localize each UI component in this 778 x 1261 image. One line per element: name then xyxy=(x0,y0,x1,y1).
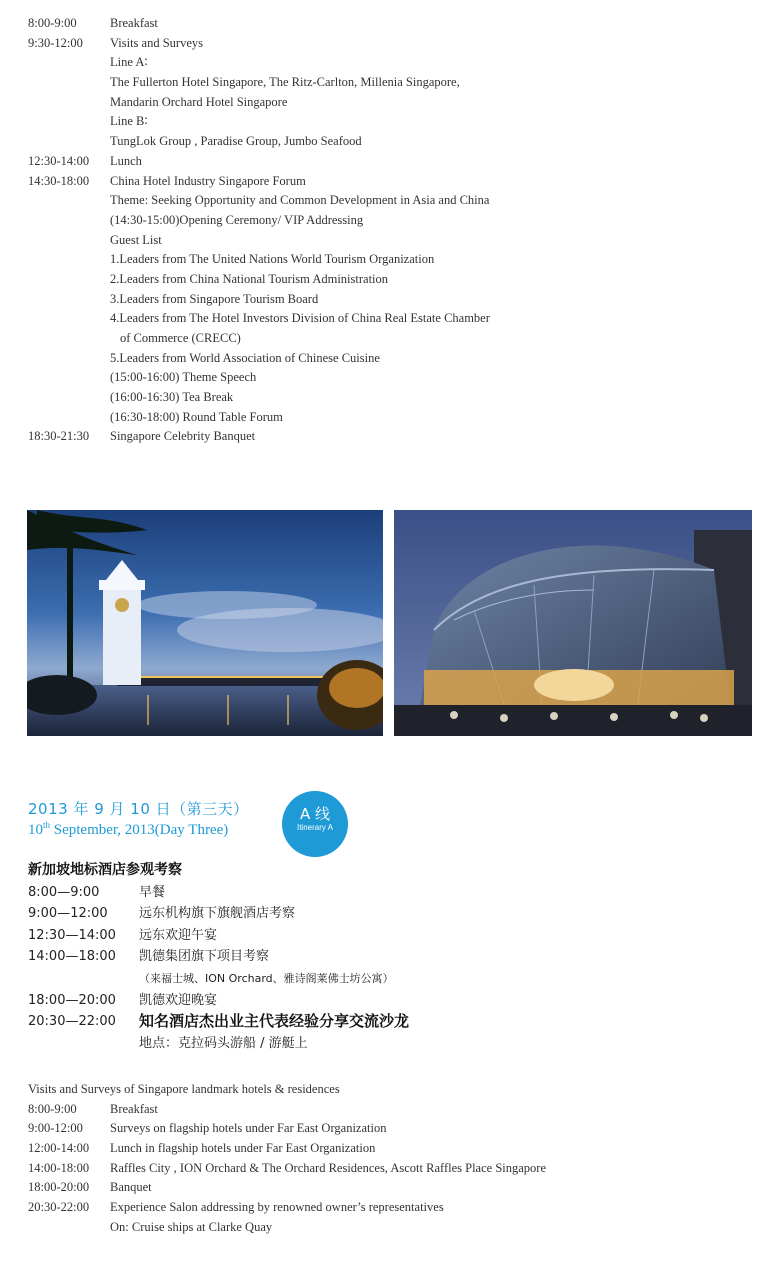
schedule-text: 凯德欢迎晚宴 xyxy=(139,992,218,1008)
schedule-text: Theme: Seeking Opportunity and Common Development in Asia and China xyxy=(110,193,490,208)
day3-date-en-rest: September, 2013(Day Three) xyxy=(50,822,229,838)
day3-date-en xyxy=(28,820,228,839)
schedule-text: 1.Leaders from The United Nations World Tourism Organization xyxy=(110,252,435,267)
schedule-text: Surveys on flagship hotels under Far East Organization xyxy=(110,1121,387,1136)
day3-title-en-row xyxy=(28,1080,588,1100)
schedule-time: 9:00-12:00 xyxy=(28,1121,83,1136)
schedule-time: 20:30—22:00 xyxy=(28,1014,116,1030)
day3-date-en-suffix: th xyxy=(43,820,51,830)
day3-title-cn-row xyxy=(28,860,548,882)
schedule-text: (16:30-18:00) Round Table Forum xyxy=(110,409,283,424)
schedule-time: 14:00-18:00 xyxy=(28,1160,90,1175)
list-item xyxy=(28,73,588,93)
list-item xyxy=(28,14,588,34)
schedule-text: (15:00-16:00) Theme Speech xyxy=(110,370,257,385)
list-item xyxy=(28,53,588,73)
list-item xyxy=(28,172,588,192)
schedule-text: TungLok Group , Paradise Group, Jumbo Seafood xyxy=(110,134,362,149)
list-item xyxy=(28,1011,548,1033)
day3-date-cn: 2013 年 9 月 10 日（第三天） xyxy=(28,800,249,818)
list-item xyxy=(28,1119,588,1139)
list-item xyxy=(28,903,548,925)
schedule-text: 远东欢迎午宴 xyxy=(139,927,218,943)
schedule-text: (14:30-15:00)Opening Ceremony/ VIP Addressing xyxy=(110,212,364,227)
schedule-time: 8:00-9:00 xyxy=(28,1101,77,1116)
schedule-time: 14:00—18:00 xyxy=(28,949,116,965)
day3-title-cn: 新加坡地标酒店参观考察 xyxy=(28,862,182,878)
schedule-text: 4.Leaders from The Hotel Investors Division of China Real Estate Chamber xyxy=(110,311,490,326)
list-item xyxy=(28,250,588,270)
schedule-text: 5.Leaders from World Association of Chinese Cuisine xyxy=(110,350,380,365)
list-item xyxy=(28,231,588,251)
schedule-time: 20:30-22:00 xyxy=(28,1200,90,1215)
schedule-time: 9:00—12:00 xyxy=(28,906,108,922)
schedule-text: (16:00-16:30) Tea Break xyxy=(110,390,234,405)
schedule-time: 14:30-18:00 xyxy=(28,173,90,188)
list-item xyxy=(28,191,588,211)
schedule-text: Line A∶ xyxy=(110,55,148,70)
schedule-text: 3.Leaders from Singapore Tourism Board xyxy=(110,291,319,306)
schedule-time: 12:30—14:00 xyxy=(28,927,116,943)
list-item xyxy=(28,93,588,113)
day3-title-en: Visits and Surveys of Singapore landmark hotels & residences xyxy=(28,1082,340,1096)
schedule-text: Experience Salon addressing by renowned owner’s representatives xyxy=(110,1200,444,1215)
list-item xyxy=(28,1198,588,1218)
schedule-text: Banquet xyxy=(110,1180,152,1195)
schedule-text: of Commerce (CRECC) xyxy=(120,331,241,345)
schedule-text: Lunch xyxy=(110,153,142,168)
schedule-text: 2.Leaders from China National Tourism Administration xyxy=(110,271,389,286)
schedule-text: The Fullerton Hotel Singapore, The Ritz-Carlton, Millenia Singapore, xyxy=(110,75,460,90)
list-item xyxy=(28,34,588,54)
ion-orchard-mall-photo xyxy=(394,510,752,736)
list-item xyxy=(28,152,588,172)
singapore-river-bridge-photo xyxy=(27,510,383,736)
schedule-text: 远东机构旗下旗舰酒店考察 xyxy=(139,906,296,922)
schedule-text: 知名酒店杰出业主代表经验分享交流沙龙 xyxy=(139,1012,410,1031)
itinerary-a-badge xyxy=(282,791,348,857)
list-item xyxy=(28,946,548,968)
list-item xyxy=(28,968,548,990)
schedule-text: Raffles City , ION Orchard & The Orchard Residences, Ascott Raffles Place Singapore xyxy=(110,1160,546,1175)
day3-date-en-day: 10 xyxy=(28,822,43,838)
list-item xyxy=(28,270,588,290)
day3-schedule-en xyxy=(28,1080,588,1238)
list-item xyxy=(28,349,588,369)
schedule-time: 12:30-14:00 xyxy=(28,153,90,168)
schedule-text: Mandarin Orchard Hotel Singapore xyxy=(110,94,288,109)
list-item xyxy=(28,388,588,408)
schedule-text: Breakfast xyxy=(110,1101,158,1116)
schedule-text: On: Cruise ships at Clarke Quay xyxy=(110,1219,273,1234)
schedule-time: 18:00-20:00 xyxy=(28,1180,90,1195)
schedule-time: 8:00-9:00 xyxy=(28,16,77,30)
schedule-text: 凯德集团旗下项目考察 xyxy=(139,949,270,965)
list-item xyxy=(28,290,588,310)
badge-label-cn: A 线 xyxy=(299,805,331,823)
list-item xyxy=(28,1218,588,1238)
list-item xyxy=(28,1033,548,1055)
schedule-text: Singapore Celebrity Banquet xyxy=(110,429,256,444)
list-item xyxy=(28,408,588,428)
list-item xyxy=(28,1100,588,1120)
schedule-text: Guest List xyxy=(110,232,162,247)
list-item xyxy=(28,427,588,447)
schedule-time: 18:00—20:00 xyxy=(28,992,116,1008)
schedule-time: 8:00—9:00 xyxy=(28,884,100,900)
day2-schedule xyxy=(28,14,588,447)
list-item xyxy=(28,329,588,349)
list-item xyxy=(28,1139,588,1159)
list-item xyxy=(28,990,548,1012)
list-item xyxy=(28,211,588,231)
list-item xyxy=(28,112,588,132)
list-item xyxy=(28,309,588,329)
schedule-text: Line B∶ xyxy=(110,114,148,129)
badge-label-en: Itinerary A xyxy=(296,823,333,832)
schedule-text: Lunch in flagship hotels under Far East Organization xyxy=(110,1141,376,1156)
list-item xyxy=(28,132,588,152)
list-item xyxy=(28,1159,588,1179)
schedule-text: China Hotel Industry Singapore Forum xyxy=(110,173,306,188)
schedule-time: 12:00-14:00 xyxy=(28,1141,90,1156)
list-item xyxy=(28,882,548,904)
schedule-text: （来福士城、ION Orchard、雅诗阁莱佛士坊公寓） xyxy=(139,971,394,985)
schedule-text: 地点：克拉码头游船 / 游艇上 xyxy=(139,1035,308,1051)
schedule-time: 9:30-12:00 xyxy=(28,35,83,50)
schedule-text: Visits and Surveys xyxy=(110,35,203,50)
day3-schedule-cn xyxy=(28,860,548,1054)
schedule-time: 18:30-21:30 xyxy=(28,429,90,444)
schedule-text: Breakfast xyxy=(110,16,158,30)
schedule-text: 早餐 xyxy=(139,884,166,900)
list-item xyxy=(28,368,588,388)
list-item xyxy=(28,925,548,947)
list-item xyxy=(28,1178,588,1198)
